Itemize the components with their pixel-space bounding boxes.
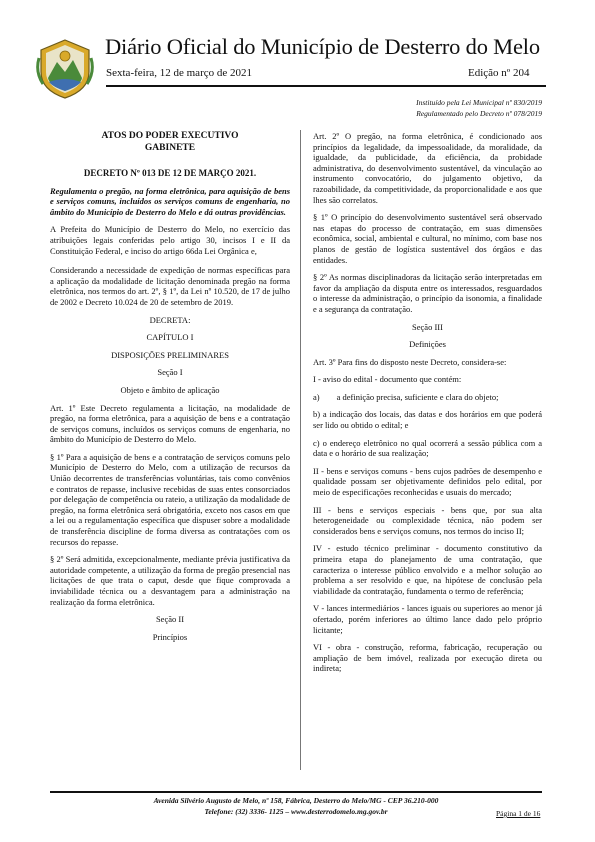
newspaper-title: Diário Oficial do Município de Desterro do Melo bbox=[105, 34, 540, 59]
chapter-title: DISPOSIÇÕES PRELIMINARES bbox=[111, 349, 229, 360]
decree-title: DECRETO Nº 013 DE 12 DE MARÇO 2021. bbox=[83, 168, 257, 178]
left-column bbox=[50, 131, 290, 649]
decree-summary: Regulamenta o pregão, na forma eletrônica, para aquisição de bens e serviços comuns, incluídos os serviços comuns de engenharia, no âmbito do Município de Desterro do Melo e dá outras providências. bbox=[50, 185, 290, 217]
article-3: Art. 3º Para fins do disposto neste Decreto, considera-se: bbox=[313, 356, 507, 367]
considerando-paragraph: Considerando a necessidade de expedição de normas específicas para a aplicação da modalidade de licitação denominada pregão na forma eletrônica, nos termos do art. 2º, § 1º, da Lei nº 10.520, de 17 de julho de 2002 e Decreto 10.024 de 20 de setembro de 2019. bbox=[50, 265, 290, 307]
clause-1-a: a) a definição precisa, suficiente e clara do objeto; bbox=[313, 391, 499, 402]
section-heading bbox=[50, 131, 290, 154]
right-column bbox=[313, 131, 542, 681]
section-1-title: Objeto e âmbito de aplicação bbox=[120, 384, 220, 395]
page-number: Página 1 de 16 bbox=[496, 809, 541, 818]
header-rule bbox=[106, 85, 546, 87]
decreta-heading: DECRETA: bbox=[149, 314, 191, 325]
section-3-heading: Seção III bbox=[412, 321, 443, 332]
section-2-title: Princípios bbox=[152, 631, 188, 642]
preamble-paragraph: A Prefeita do Município de Desterro do Melo, no exercício das atribuições legais conferidas pelo artigo 30, incisos I e II da Constituição Federal, e inciso do artigo 66da Lei Orgânica e, bbox=[50, 224, 290, 256]
clause-3: III - bens e serviços especiais - bens que, por sua alta heterogeneidade ou complexidade técnica, não podem ser considerados bens e serviços comuns, nos termos do inciso II; bbox=[313, 504, 542, 536]
article-2-paragraph-1: § 1º O princípio do desenvolvimento sustentável será observado nas etapas do processo de contratação, em suas dimensões econômica, social, ambiental e cultural, no mínimo, com base nos planos de gestão de logística sustentável dos órgãos e das entidades. bbox=[313, 212, 542, 265]
article-1: Art. 1º Este Decreto regulamenta a licitação, na modalidade de pregão, na forma eletrônica, para a aquisição de bens e a contratação de serviços comuns, incluídos os serviços comuns de engenharia, no âmbito do Município de Desterro do Melo. bbox=[50, 402, 290, 445]
publication-date: Sexta-feira, 12 de março de 2021 bbox=[106, 67, 252, 79]
municipal-coat-of-arms-icon bbox=[35, 38, 95, 100]
section-3-title: Definições bbox=[409, 339, 446, 350]
section-heading-text: ATOS DO PODER EXECUTIVO bbox=[101, 131, 239, 141]
edition-number: Edição nº 204 bbox=[468, 67, 530, 79]
clause-1-c: c) o endereço eletrônico no qual ocorrerá a sessão pública com a data e o horário de sua realização; bbox=[313, 437, 542, 459]
footer-rule bbox=[50, 791, 542, 793]
chapter-heading: CAPÍTULO I bbox=[146, 332, 194, 343]
clause-5: V - lances intermediários - lances iguais ou superiores ao menor já ofertado, porém inferiores ao último lance dado pelo próprio licitante; bbox=[313, 603, 542, 635]
article-1-paragraph-1: § 1º Para a aquisição de bens e a contratação de serviços comuns pelo Município de Desterro do Melo, com a utilização de recursos da União decorrentes de transferências voluntárias, tais como convênios e contratos de repasse, inclusive recebidas de suas entes consorciados por delegação de competência ou rateio, a utilização da modalidade de pregão, na forma eletrônica será obrigatória, exceto nos casos em que a lei ou a regulamentação específica que dispuser sobre a modalidade de transferência discipline de forma diversa as contratações com os recursos do repasse. bbox=[50, 451, 291, 547]
article-2: Art. 2º O pregão, na forma eletrônica, é condicionado aos princípios da legalidade, da impessoalidade, da moralidade, da igualdade, da publicidade, da eficiência, da probidade administrativa, do desenvolvimento sustentável, da vinculação ao instrumento convocatório, do julgamento objetivo, da razoabilidade, da competitividade, da proporcionalidade e aos que lhes são correlatos. bbox=[313, 131, 542, 205]
section-1-heading: Seção I bbox=[157, 367, 183, 378]
footer-contact: Telefone: (32) 3336- 1125 – www.desterrodomelo.mg.gov.br bbox=[204, 807, 388, 816]
clause-4: IV - estudo técnico preliminar - documento constitutivo da primeira etapa do planejamento de uma contratação, que caracteriza o interesse público envolvido e a melhor solução ao problema a ser resolvido e que, na hipótese de conclusão pela viabilidade da contratação, fundamenta o termo de referência; bbox=[313, 543, 542, 596]
institution-line: Instituído pela Lei Municipal nº 830/2019 bbox=[416, 98, 542, 107]
regulation-line: Regulamentado pelo Decreto nº 078/2019 bbox=[416, 109, 542, 118]
section-2-heading: Seção II bbox=[155, 614, 185, 625]
article-2-paragraph-2: § 2º As normas disciplinadoras da licitação serão interpretadas em favor da ampliação da disputa entre os interessados, resguardados o interesse da administração, o princípio da isonomia, a finalidade e a segurança da contratação. bbox=[313, 272, 542, 314]
section-subheading-text: GABINETE bbox=[144, 142, 196, 153]
clause-1-b: b) a indicação dos locais, das datas e dos horários em que poderá ser lido ou obtido o edital; e bbox=[313, 409, 542, 431]
clause-1: I - aviso do edital - documento que contém: bbox=[313, 374, 462, 385]
clause-6: VI - obra - construção, reforma, fabricação, recuperação ou ampliação de bem imóvel, realizada por execução direta ou indireta; bbox=[313, 642, 542, 674]
footer-address: Avenida Silvério Augusto de Melo, nº 158, Fábrica, Desterro do Melo/MG - CEP 36.210-000 bbox=[153, 796, 439, 805]
column-divider bbox=[300, 130, 301, 770]
article-1-paragraph-2: § 2º Será admitida, excepcionalmente, mediante prévia justificativa da autoridade competente, a utilização da forma de pregão presencial nas licitações de que trata o caput, desde que fique comprovada a inviabilidade técnica ou a desvantagem para a administração na realização da forma eletrônica. bbox=[50, 554, 290, 607]
clause-2: II - bens e serviços comuns - bens cujos padrões de desempenho e qualidade possam ser objetivamente definidos pelo edital, por meio de especificações reconhecidas e usuais do mercado; bbox=[313, 465, 542, 498]
institution-note bbox=[300, 97, 542, 119]
